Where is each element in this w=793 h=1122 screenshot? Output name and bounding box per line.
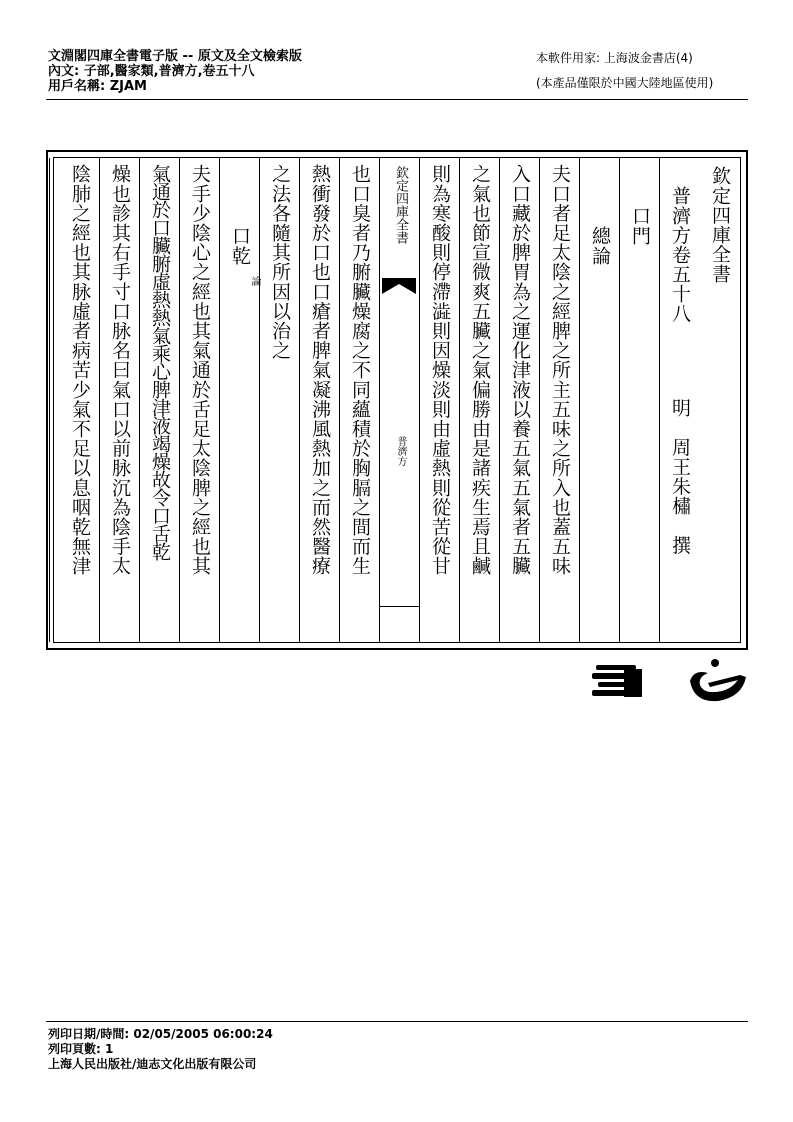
license-info [536, 51, 756, 91]
column-5 [539, 158, 580, 642]
text-line: 也口臭者乃腑臟燥腐之不同蘊積於胸膈之間而生 [349, 164, 371, 576]
column-2 [659, 158, 700, 642]
text-line: 燥也診其右手寸口脉名曰氣口以前脉沉為陰手太 [109, 164, 131, 576]
text-line: 氣通於口臟腑虛熱熱氣乘心脾津液竭燥故令口舌乾 [149, 164, 171, 560]
print-datetime: 列印日期/時間: 02/05/2005 06:00:24 [48, 1027, 273, 1041]
column-16 [99, 158, 140, 642]
header-content-path: 內文: 子部,醫家類,普濟方,卷五十八 [48, 64, 255, 79]
column-13 [219, 158, 260, 642]
text-grid [53, 157, 741, 643]
column-3 [619, 158, 660, 642]
text-line: 之氣也節宣微爽五臟之氣偏勝由是諸疾生焉且鹹 [469, 164, 491, 576]
text-line: 則為寒酸則停滯澁則因燥淡則由虛熱則從苦從甘 [429, 164, 451, 576]
page-frame [46, 150, 748, 650]
header-username: 用戶名稱: ZJAM [48, 79, 147, 94]
footer-rule [46, 1021, 748, 1022]
column-10 [339, 158, 380, 642]
text-line: 夫手少陰心之經也其氣通於舌足太陰脾之經也其 [189, 164, 211, 576]
document-footer [48, 1027, 748, 1072]
column-17 [49, 158, 100, 642]
header-title: 文淵閣四庫全書電子版 -- 原文及全文檢索版 [48, 49, 302, 64]
text-line: 之法各隨其所因以治之 [269, 164, 291, 360]
column-1 [700, 158, 740, 642]
column-7 [459, 158, 500, 642]
subsection-note: 論 [249, 276, 260, 286]
column-14 [179, 158, 220, 642]
text-line: 陰肺之經也其脉虛者病苦少氣不足以息咽乾無津 [69, 164, 91, 576]
column-6 [499, 158, 540, 642]
column-4 [579, 158, 620, 642]
header-rule [46, 99, 748, 100]
fish-tail-mark [382, 278, 416, 294]
licensee-text: 本軟件用家: 上海波金書店(4) [536, 51, 693, 65]
author-line: 明 周王朱橚 撰 [669, 398, 691, 555]
document-header [48, 49, 508, 94]
center-band [379, 158, 420, 642]
column-8 [419, 158, 460, 642]
column-12 [259, 158, 300, 642]
text-line: 夫口者足太陰之經脾之所主五味之所入也蓋五味 [549, 164, 571, 576]
section-title: 口門 [629, 206, 651, 246]
text-line: 入口藏於脾胃為之運化津液以養五氣五氣者五臟 [509, 164, 531, 576]
region-restriction-text: (本產品僅限於中國大陸地區使用) [536, 76, 714, 90]
text-line: 熱衝發於口也口瘡者脾氣凝沸風熱加之而然醫療 [309, 164, 331, 576]
publisher-logo [590, 657, 750, 705]
column-11 [299, 158, 340, 642]
publisher-credit: 上海人民出版社/迪志文化出版有限公司 [48, 1057, 257, 1071]
subsection-title: 口乾 [229, 226, 251, 266]
column-15 [139, 158, 180, 642]
volume-title: 普濟方卷五十八 [669, 186, 691, 324]
band-rule [380, 606, 420, 607]
subsection-title: 總論 [589, 226, 611, 266]
print-page-count: 列印頁數: 1 [48, 1042, 114, 1056]
band-book-title: 欽定四庫全書 [393, 166, 408, 244]
band-volume-label: 普濟方 [395, 436, 406, 466]
book-title: 欽定四庫全書 [709, 166, 731, 284]
